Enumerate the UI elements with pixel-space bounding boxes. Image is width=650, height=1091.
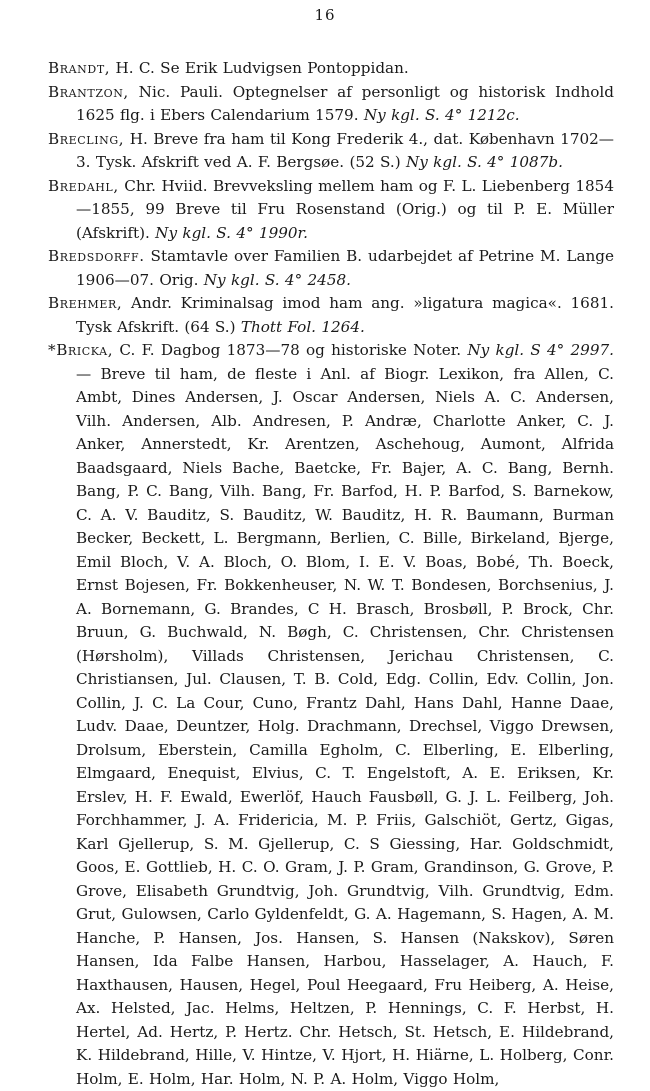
entry-text: H. C. Se Erik Ludvigsen Pontoppidan. [110,59,409,77]
entry-name: Brandt, [48,59,111,77]
entry-name: *Bricka, [48,341,114,359]
entry-name: Bredsdorff. [48,247,145,265]
entry-signature: Ny kgl. S. 4° 1212c. [363,106,520,124]
entry-name: Bredahl, [48,176,119,195]
entry-name: Brecling, [48,129,125,148]
entry-text: Andr. Kriminalsag imod ham ang. »ligatura magica«. 1681. Tysk Afskrift. (64 S.) [76,294,614,336]
entry-text: Stamtavle over Familien B. udarbejdet af Petrine M. Lange 1906—07. Orig. [76,247,614,289]
catalogue-entry [48,339,614,1091]
entry-signature: Ny kgl. S. 4° 2458. [203,270,351,289]
entry-signature: Ny kgl. S 4° 2997. [467,341,614,359]
entry-text: C. F. Dagbog 1873—78 og historiske Noter. [113,341,468,359]
catalogue-entries [48,57,614,1091]
catalogue-entry [48,175,614,246]
entry-continuation: — Breve til ham, de fleste i Anl. af Biogr. Lexikon, fra Allen, C. Ambt, Dines Andersen, J. Oscar Andersen, Niels A. C. Andersen, Vilh. Andersen, Alb. Andresen, P. Andræ, Charlotte Anker, C. J. Anker, Annerstedt, Kr. Arentzen, Aschehoug, Aumont, Alfrida Baadsgaard, Niels Bache, Baetcke, Fr. Bajer, A. C. Bang, Bernh. Bang, P. C. Bang, Vilh. Bang, Fr. Barfod, H. P. Barfod, S. Barnekow, C. A. V. Bauditz, S. Bauditz, W. Bauditz, H. R. Baumann, Burman Becker, Beckett, L. Bergmann, Berlien, C. Bille, Birkeland, Bjerge, Emil Bloch, V. A. Bloch, O. Blom, I. E. V. Boas, Bobé, Th. Boeck, Ernst Bojesen, Fr. Bokkenheuser, N. W. T. Bondesen, Borchsenius, J. A. Bornemann, G. Brandes, C H. Brasch, Brosbøll, P. Brock, Chr. Bruun, G. Buchwald, N. Bøgh, C. Christensen, Chr. Christensen (Hørsholm), Villads Christensen, Jerichau Christensen, C. Christiansen, Jul. Clausen, T. B. Cold, Edg. Collin, Edv. Collin, Jon. Collin, J. C. La Cour, Cuno, Frantz Dahl, Hans Dahl, Hanne Daae, Ludv. Daae, Deuntzer, Holg. Drachmann, Drechsel, Viggo Drewsen, Drolsum, Eberstein, Camilla Egholm, C. Elberling, E. Elberling, Elmgaard, Enequist, Elvius, C. T. Engelstoft, A. E. Eriksen, Kr. Erslev, H. F. Ewald, Ewerlöf, Hauch Fausbøll, G. J. L. Feilberg, Joh. Forchhammer, J. A. Fridericia, M. P. Friis, Galschiöt, Gertz, Gigas, Karl Gjellerup, S. M. Gjellerup, C. S Giessing, Har. Goldschmidt, Goos, E. Gottlieb, H. C. O. Gram, J. P. Gram, Grandinson, G. Grove, P. Grove, Elisabeth Grundtvig, Joh. Grundtvig, Vilh. Grundtvig, Edm. Grut, Gulowsen, Carlo Gyldenfeldt, G. A. Hagemann, S. Hagen, A. M. Hanche, P. Hansen, Jos. Hansen, S. Hansen (Nakskov), Søren Hansen, Ida Falbe Hansen, Harbou, Hasselager, A. Hauch, F. Haxthausen, Hausen, Hegel, Poul Heegaard, Fru Heiberg, A. Heise, Ax. Helsted, Jac. Helms, Heltzen, P. Hennings, C. F. Herbst, H. Hertel, Ad. Hertz, P. Hertz. Chr. Hetsch, St. Hetsch, E. Hildebrand, K. Hildebrand, Hille, V. Hintze, V. Hjort, H. Hiärne, L. Holberg, Conr. Holm, E. Holm, Har. Holm, N. P. A. Holm, Viggo Holm, [76,364,614,1088]
catalogue-entry [48,245,614,292]
catalogue-entry [48,292,614,339]
entry-name: Brehmer, [48,294,123,312]
entry-text: Chr. Hviid. Brevveksling mellem ham og F. L. Liebenberg 1854—1855, 99 Breve til Fru Rosenstand (Orig.) og til P. E. Müller (Afskrift). [76,176,614,242]
catalogue-entry [48,57,614,81]
catalogue-entry [48,128,614,175]
entry-text: Nic. Pauli. Optegnelser af personligt og historisk Indhold 1625 flg. i Ebers Calendarium 1579. [76,82,614,124]
entry-signature: Ny kgl. S. 4° 1990r. [155,223,308,242]
entry-name: Brantzon, [48,82,129,101]
page-number: 16 [314,6,336,24]
entry-signature: Ny kgl. S. 4° 1087b. [405,153,563,171]
entry-signature: Thott Fol. 1264. [240,317,365,336]
entry-text: H. Breve fra ham til Kong Frederik 4., dat. København 1702—3. Tysk. Afskrift ved A. F. Bergsøe. (52 S.) [76,129,614,171]
catalogue-entry [48,81,614,128]
